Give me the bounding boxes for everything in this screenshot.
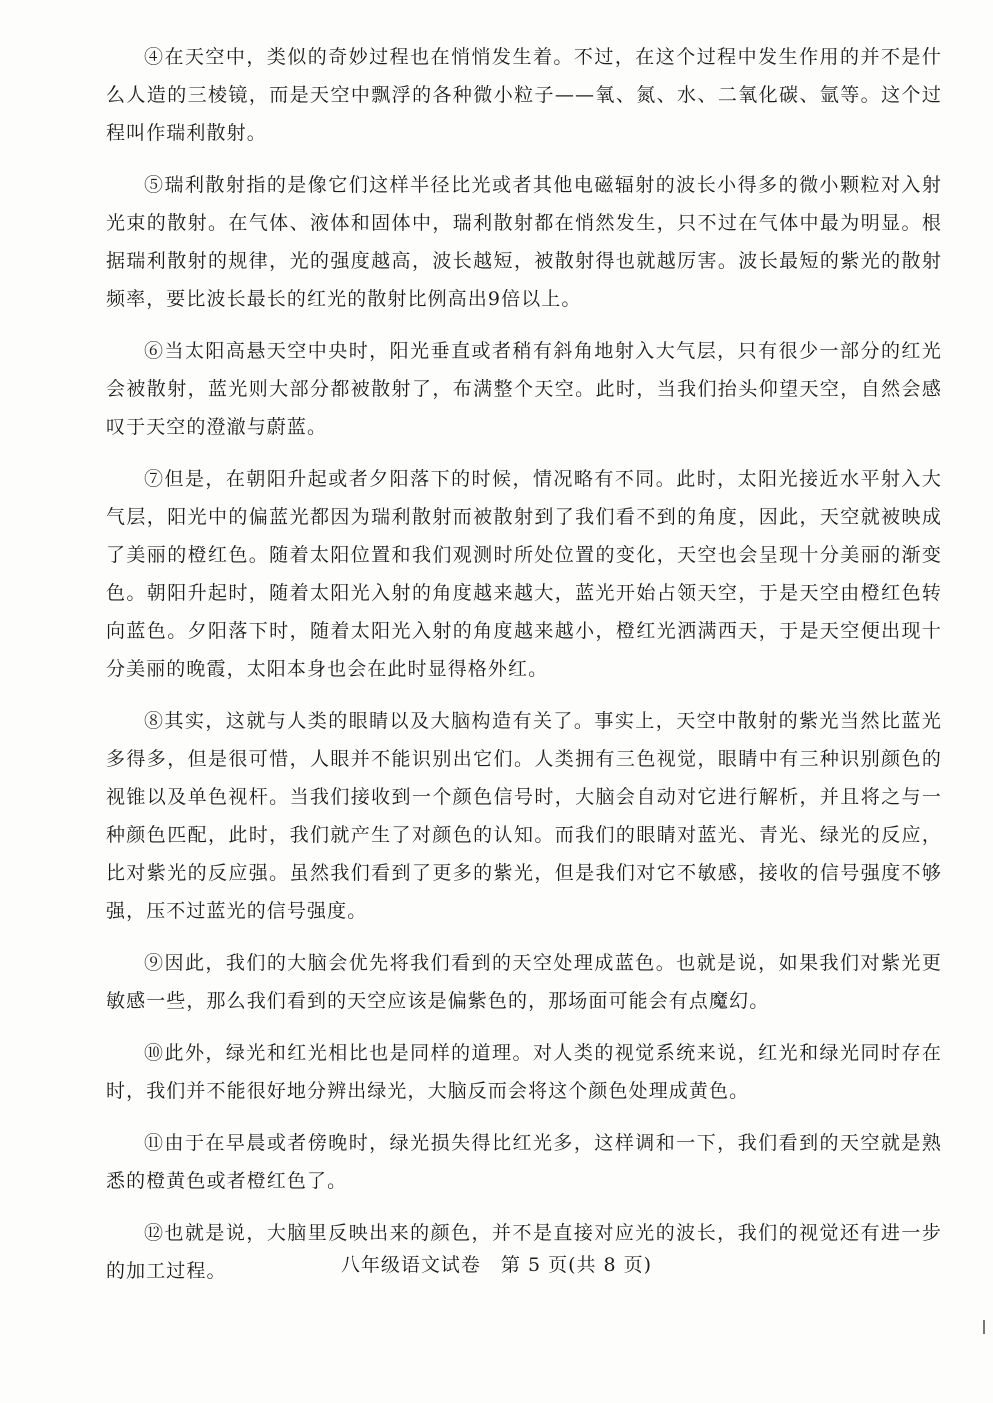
scan-edge-mark [983,1320,985,1334]
paragraph-10: ⑩此外，绿光和红光相比也是同样的道理。对人类的视觉系统来说，红光和绿光同时存在时，我们并不能很好地分辨出绿光，大脑反而会将这个颜色处理成黄色。 [106,1042,942,1102]
paragraph-12: ⑫也就是说，大脑里反映出来的颜色，并不是直接对应光的波长，我们的视觉还有进一步的加工过程。 [106,1222,942,1282]
paragraph-5: ⑤瑞利散射指的是像它们这样半径比光或者其他电磁辐射的波长小得多的微小颗粒对入射光束的散射。在气体、液体和固体中，瑞利散射都在悄然发生，只不过在气体中最为明显。根据瑞利散射的规律，光的强度越高，波长越短，被散射得也就越厉害。波长最短的紫光的散射频率，要比波长最长的红光的散射比例高出9倍以上。 [106,174,942,310]
paragraph-6: ⑥当太阳高悬天空中央时，阳光垂直或者稍有斜角地射入大气层，只有很少一部分的红光会被散射，蓝光则大部分都被散射了，布满整个天空。此时，当我们抬头仰望天空，自然会感叹于天空的澄澈与蔚蓝。 [106,340,942,438]
paragraph-9: ⑨因此，我们的大脑会优先将我们看到的天空处理成蓝色。也就是说，如果我们对紫光更敏感一些，那么我们看到的天空应该是偏紫色的，那场面可能会有点魔幻。 [106,952,942,1012]
paragraph-8: ⑧其实，这就与人类的眼睛以及大脑构造有关了。事实上，天空中散射的紫光当然比蓝光多得多，但是很可惜，人眼并不能识别出它们。人类拥有三色视觉，眼睛中有三种识别颜色的视锥以及单色视杆。当我们接收到一个颜色信号时，大脑会自动对它进行解析，并且将之与一种颜色匹配，此时，我们就产生了对颜色的认知。而我们的眼睛对蓝光、青光、绿光的反应，比对紫光的反应强。虽然我们看到了更多的紫光，但是我们对它不敏感，接收的信号强度不够强，压不过蓝光的信号强度。 [106,710,942,922]
paragraph-4: ④在天空中，类似的奇妙过程也在悄悄发生着。不过，在这个过程中发生作用的并不是什么人造的三棱镜，而是天空中飘浮的各种微小粒子——氧、氮、水、二氧化碳、氩等。这个过程叫作瑞利散射。 [106,46,942,144]
paragraph-11: ⑪由于在早晨或者傍晚时，绿光损失得比红光多，这样调和一下，我们看到的天空就是熟悉的橙黄色或者橙红色了。 [106,1132,942,1192]
paragraph-7: ⑦但是，在朝阳升起或者夕阳落下的时候，情况略有不同。此时，太阳光接近水平射入大气层，阳光中的偏蓝光都因为瑞利散射而被散射到了我们看不到的角度，因此，天空就被映成了美丽的橙红色。随着太阳位置和我们观测时所处位置的变化，天空也会呈现十分美丽的渐变色。朝阳升起时，随着太阳光入射的角度越来越大，蓝光开始占领天空，于是天空由橙红色转向蓝色。夕阳落下时，随着太阳光入射的角度越来越小，橙红光洒满西天，于是天空便出现十分美丽的晚霞，太阳本身也会在此时显得格外红。 [106,468,942,680]
article-body [106,38,942,1304]
page-footer: 八年级语文试卷 第 5 页(共 8 页) [340,1254,653,1276]
